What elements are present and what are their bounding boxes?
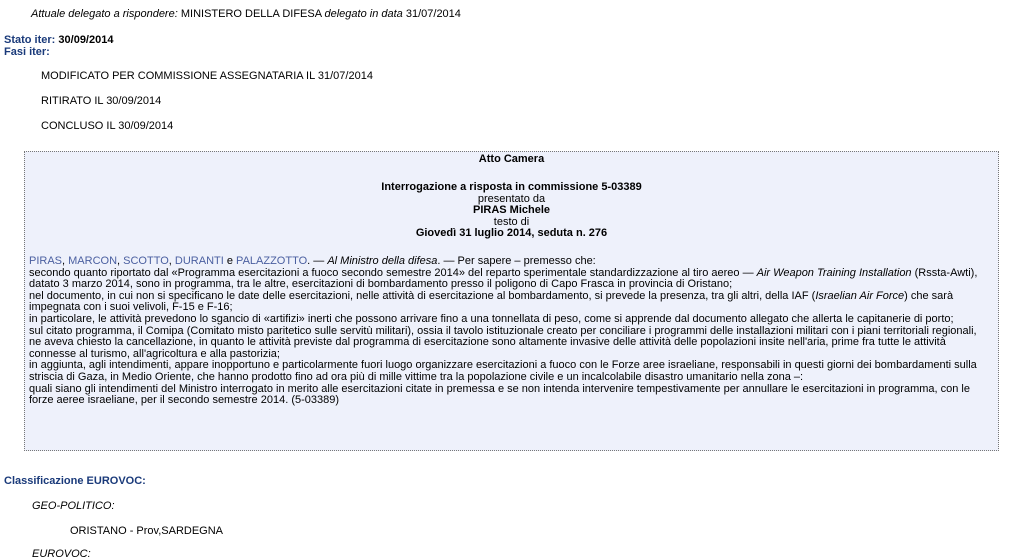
author-link[interactable]: PIRAS xyxy=(29,255,63,267)
addressee: Al Ministro della difesa xyxy=(327,255,438,267)
intro-dash: . — xyxy=(307,255,328,267)
fasi-iter-label: Fasi iter: xyxy=(4,46,50,58)
delegato-line xyxy=(31,8,461,20)
stato-iter-block xyxy=(4,34,113,58)
author-sep: , xyxy=(168,255,175,267)
fase-item: RITIRATO IL 30/09/2014 xyxy=(41,95,162,107)
delegato-date: 31/07/2014 xyxy=(405,8,461,20)
seduta-date: Giovedì 31 luglio 2014, seduta n. 276 xyxy=(415,227,608,239)
p2-c: ) che sarà impegnata con i suoi velivoli, F-15 e F-16; xyxy=(29,289,954,314)
p2-b: Israelian Air Force xyxy=(815,289,905,302)
eurovoc-label: EUROVOC: xyxy=(32,548,91,560)
author-link[interactable]: DURANTI xyxy=(174,255,224,267)
testo-di-label: testo di xyxy=(493,215,530,228)
atto-header xyxy=(25,182,998,240)
p1-a: secondo quanto riportato dal «Programma esercitazioni a fuoco secondo semestre 2014» del reparto sperimentale standardizzazione al tiro aereo — xyxy=(29,266,754,279)
geo-politico-label: GEO-POLITICO: xyxy=(32,500,115,512)
author-link[interactable]: PALAZZOTTO xyxy=(236,255,308,267)
author-sep: , xyxy=(117,255,124,267)
fase-item: CONCLUSO IL 30/09/2014 xyxy=(41,120,174,132)
author-link[interactable]: MARCON xyxy=(68,255,118,267)
presentatore-name: PIRAS Michele xyxy=(472,204,551,216)
author-sep: , xyxy=(62,255,69,267)
fase-item: MODIFICATO PER COMMISSIONE ASSEGNATARIA IL 31/07/2014 xyxy=(41,70,373,82)
p1-b: Air Weapon Training Installation xyxy=(756,266,912,279)
delegato-date-label: delegato in data xyxy=(324,8,403,20)
geo-politico-value: ORISTANO - Prov,SARDEGNA xyxy=(70,525,224,537)
delegato-ministry: MINISTERO DELLA DIFESA xyxy=(180,8,322,20)
paragraph-3: in particolare, le attività prevedono lo sgancio di «artifizi» inerti che possono arrivare fino a una tonnellata di peso, come si apprende dal documento allegato che allerta le capitanerie di porto; xyxy=(29,312,954,325)
author-and: e xyxy=(223,255,237,267)
paragraph-5: in aggiunta, agli intendimenti, appare inopportuno e particolarmente fuori luogo organizzare esercitazioni a fuoco con le Forze aree israeliane, responsabili in questi giorni dei bombardamenti sulla striscia di Gaza, in Medio Oriente, che hanno prodotto fino ad ora più di mille vittime tra la popolazione civile e un incalcolabile disastro umanitario nella zona –: xyxy=(29,359,977,383)
interrogazione-number: Interrogazione a risposta in commissione 5-03389 xyxy=(381,181,642,193)
author-link[interactable]: SCOTTO xyxy=(123,255,169,267)
paragraph-4: sul citato programma, il Comipa (Comitato misto paritetico sulle servitù militari), ossia il tavolo istituzionale creato per conciliare i programmi delle installazioni militari con i piani territoriali regionali, ne aveva chiesto la cancellazione, in quanto le attività previste dal programma di esercitazione sono altamente invasive delle attività delle popolazioni insite nell'aria, prime fra tutte le attività connesse al turismo, all'agricoltura e alla pastorizia; xyxy=(29,324,977,360)
paragraph-1 xyxy=(29,268,990,291)
delegato-label: Attuale delegato a rispondere: xyxy=(31,8,178,20)
p1-c: (Rssta-Awti), datato 3 marzo 2014, sono in programma, tra le altre, esercitazioni di bombardamento presso il poligono di Capo Frasca in provincia di Oristano; xyxy=(29,266,978,291)
stato-iter-label: Stato iter: xyxy=(4,34,56,46)
classificazione-label: Classificazione EUROVOC: xyxy=(4,475,146,487)
intro-tail: . — Per sapere – premesso che: xyxy=(437,255,596,267)
paragraph-6: quali siano gli intendimenti del Ministro interrogato in merito alle esercitazioni citate in premessa e se non intenda intervenire tempestivamente per annullare le esercitazioni in programma, con le forze aeree israeliane, per il secondo semestre 2014. (5-03389) xyxy=(29,382,970,407)
paragraph-2 xyxy=(29,291,990,314)
p2-a: nel documento, in cui non si specificano le date delle esercitazioni, nelle attività di esercitazione al bombardamento, si prevede la presenza, tra gli altri, della IAF ( xyxy=(29,289,816,302)
atto-title: Atto Camera xyxy=(478,153,545,165)
interrogazione-text xyxy=(29,256,990,407)
atto-camera-box xyxy=(24,151,999,451)
presentato-da-label: presentato da xyxy=(477,192,546,205)
stato-iter-value: 30/09/2014 xyxy=(58,34,114,46)
